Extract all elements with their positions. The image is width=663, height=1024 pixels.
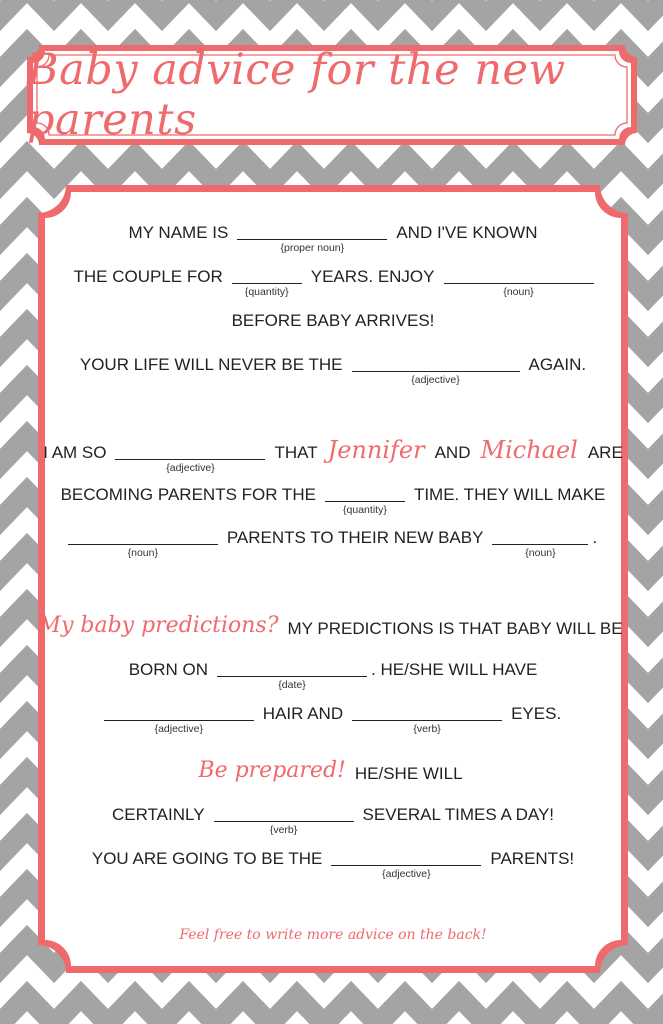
parent-name-2: Michael (480, 436, 578, 464)
blank-adjective[interactable] (352, 357, 520, 386)
line-4-text-a: YOUR LIFE WILL NEVER BE THE (79, 355, 343, 374)
heading-be-prepared: Be prepared! (198, 758, 346, 783)
line-10 (38, 704, 628, 735)
blank-adjective[interactable] (104, 706, 254, 735)
line-6-text-b: TIME. THEY WILL MAKE (413, 485, 606, 504)
line-9-text-b: . HE/SHE WILL HAVE (371, 660, 538, 679)
line-4 (38, 355, 628, 386)
blank-verb[interactable] (214, 807, 354, 836)
page-title: Baby advice for the new parents (27, 45, 566, 145)
line-8-text-a: MY PREDICTIONS IS THAT BABY WILL BE (287, 619, 623, 638)
line-5-text-a: I AM SO (43, 443, 107, 462)
hint-proper-noun: {proper noun} (280, 242, 345, 254)
line-9 (38, 660, 628, 691)
line-5-text-c: AND (434, 443, 471, 462)
hint-adjective: {adjective} (166, 462, 215, 474)
blank-verb[interactable] (352, 706, 502, 735)
heading-predictions: My baby predictions? (38, 613, 279, 638)
line-5-text-b: THAT (274, 443, 318, 462)
line-12-text-a: CERTAINLY (111, 805, 205, 824)
line-5 (38, 436, 628, 474)
hint-quantity: {quantity} (343, 504, 387, 516)
line-11 (38, 758, 628, 784)
hint-date: {date} (278, 679, 306, 691)
line-2 (38, 267, 628, 298)
line-10-text-a: HAIR AND (262, 704, 344, 723)
line-2-text-a: THE COUPLE FOR (73, 267, 223, 286)
hint-verb: {verb} (269, 824, 298, 836)
chevron-stripe (0, 0, 663, 16)
line-12 (38, 805, 628, 836)
hint-adjective: {adjective} (154, 723, 204, 735)
line-11-text-a: HE/SHE WILL (354, 764, 463, 783)
line-6-text-a: BECOMING PARENTS FOR THE (60, 485, 316, 504)
hint-adjective: {adjective} (411, 374, 460, 386)
blank-noun[interactable] (68, 530, 218, 559)
line-7-text-a: PARENTS TO THEIR NEW BABY (226, 528, 484, 547)
blank-adjective[interactable] (331, 851, 481, 880)
hint-noun: {noun} (127, 547, 158, 559)
line-7-text-b: . (592, 528, 598, 547)
advice-card (38, 185, 628, 973)
line-13 (38, 849, 628, 880)
line-7 (38, 528, 628, 559)
hint-verb: {verb} (413, 723, 441, 735)
line-13-text-a: YOU ARE GOING TO BE THE (91, 849, 323, 868)
hint-noun: {noun} (525, 547, 556, 559)
hint-adjective: {adjective} (382, 868, 431, 880)
line-8 (38, 613, 628, 639)
line-1-text-b: AND I'VE KNOWN (396, 223, 538, 242)
blank-noun[interactable] (444, 269, 594, 298)
line-4-text-b: AGAIN. (528, 355, 587, 374)
chevron-stripe (0, 996, 663, 1024)
line-13-text-b: PARENTS! (490, 849, 575, 868)
line-2-text-b: YEARS. ENJOY (310, 267, 435, 286)
blank-quantity[interactable] (232, 269, 302, 298)
blank-adjective[interactable] (115, 445, 265, 474)
blank-date[interactable] (217, 662, 367, 691)
parent-name-1: Jennifer (327, 436, 425, 464)
line-10-text-b: EYES. (511, 704, 562, 723)
line-5-text-d: ARE (587, 443, 623, 462)
line-9-text-a: BORN ON (128, 660, 209, 679)
line-3-text-a: BEFORE BABY ARRIVES! (231, 311, 435, 330)
line-1-text-a: MY NAME IS (128, 223, 229, 242)
line-12-text-b: SEVERAL TIMES A DAY! (362, 805, 555, 824)
line-1 (38, 223, 628, 254)
blank-noun[interactable] (492, 530, 588, 559)
blank-proper-noun[interactable] (237, 225, 387, 254)
hint-quantity: {quantity} (244, 286, 289, 298)
chevron-stripe (0, 156, 663, 184)
title-banner (27, 45, 637, 145)
hint-noun: {noun} (503, 286, 534, 298)
footer-note: Feel free to write more advice on the back! (179, 927, 487, 943)
line-6 (38, 485, 628, 516)
line-3 (38, 311, 628, 331)
blank-quantity[interactable] (325, 487, 405, 516)
